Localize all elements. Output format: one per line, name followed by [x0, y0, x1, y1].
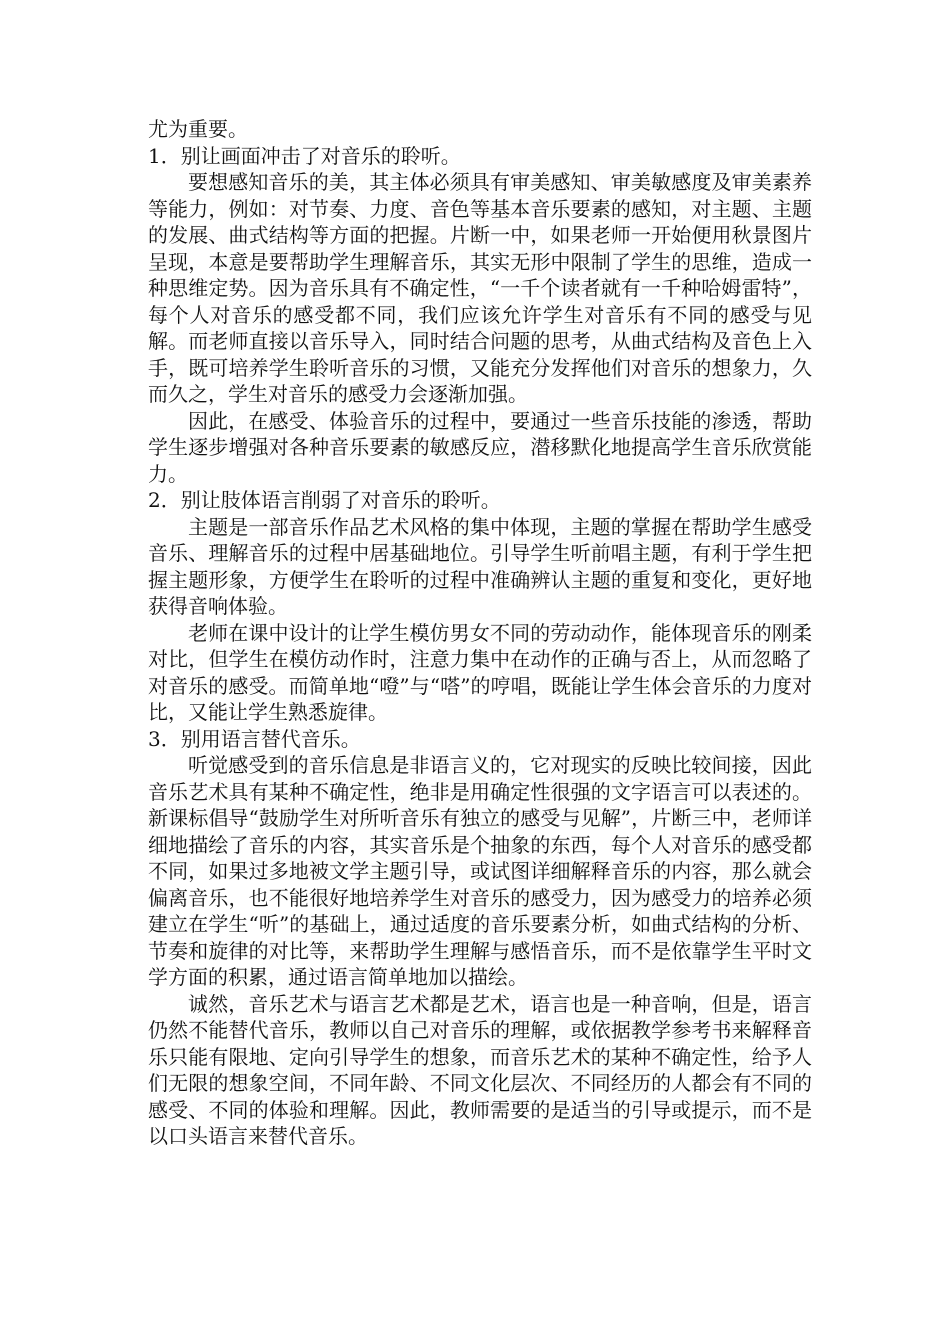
document-page — [148, 116, 812, 1150]
section-heading-1: 1．别让画面冲击了对音乐的聆听。 — [148, 143, 461, 168]
paragraph: 听觉感受到的音乐信息是非语言义的，它对现实的反映比较间接，因此音乐艺术具有某种不确定性，绝非是用确定性很强的文字语言可以表述的。新课标倡导“鼓励学生对所听音乐有独立的感受与见解”，片断三中，老师详细地描绘了音乐的内容，其实音乐是个抽象的东西，每个人对音乐的感受都不同，如果过多地被文学主题引导，或试图详细解释音乐的内容，那么就会偏离音乐，也不能很好地培养学生对音乐的感受力，因为感受力的培养必须建立在学生“听”的基础上，通过适度的音乐要素分析，如曲式结构的分析、节奏和旋律的对比等，来帮助学生理解与感悟音乐，而不是依靠学生平时文学方面的积累，通过语言简单地加以描绘。 — [148, 753, 812, 989]
section-heading-3: 3．别用语言替代音乐。 — [148, 726, 361, 751]
section-heading-2: 2．别让肢体语言削弱了对音乐的聆听。 — [148, 488, 501, 512]
paragraph: 因此，在感受、体验音乐的过程中，要通过一些音乐技能的渗透，帮助学生逐步增强对各种音乐要素的敏感反应，潜移默化地提高学生音乐欣赏能力。 — [148, 408, 812, 486]
paragraph: 要想感知音乐的美，其主体必须具有审美感知、审美敏感度及审美素养等能力，例如：对节奏、力度、音色等基本音乐要素的感知，对主题、主题的发展、曲式结构等方面的把握。片断一中，如果老师一开始便用秋景图片呈现，本意是要帮助学生理解音乐，其实无形中限制了学生的思维，造成一种思维定势。因为音乐具有不确定性，“一千个读者就有一千种哈姆雷特”，每个人对音乐的感受都不同，我们应该允许学生对音乐有不同的感受与见解。而老师直接以音乐导入，同时结合问题的思考，从曲式结构及音色上入手，既可培养学生聆听音乐的习惯，又能充分发挥他们对音乐的想象力，久而久之，学生对音乐的感受力会逐渐加强。 — [148, 170, 812, 406]
paragraph: 主题是一部音乐作品艺术风格的集中体现，主题的掌握在帮助学生感受音乐、理解音乐的过程中居基础地位。引导学生听前唱主题，有利于学生把握主题形象，方便学生在聆听的过程中准确辨认主题的重复和变化，更好地获得音响体验。 — [148, 514, 812, 618]
paragraph-continuation: 尤为重要。 — [148, 117, 248, 141]
paragraph: 老师在课中设计的让学生模仿男女不同的劳动动作，能体现音乐的刚柔对比，但学生在模仿动作时，注意力集中在动作的正确与否上，从而忽略了对音乐的感受。而简单地“噔”与“嗒”的哼唱，既能让学生体会音乐的力度对比，又能让学生熟悉旋律。 — [148, 620, 812, 724]
paragraph: 诚然，音乐艺术与语言艺术都是艺术，语言也是一种音响，但是，语言仍然不能替代音乐，教师以自己对音乐的理解，或依据教学参考书来解释音乐只能有限地、定向引导学生的想象，而音乐艺术的某种不确定性，给予人们无限的想象空间，不同年龄、不同文化层次、不同经历的人都会有不同的感受、不同的体验和理解。因此，教师需要的是适当的引导或提示，而不是以口头语言来替代音乐。 — [148, 991, 812, 1148]
